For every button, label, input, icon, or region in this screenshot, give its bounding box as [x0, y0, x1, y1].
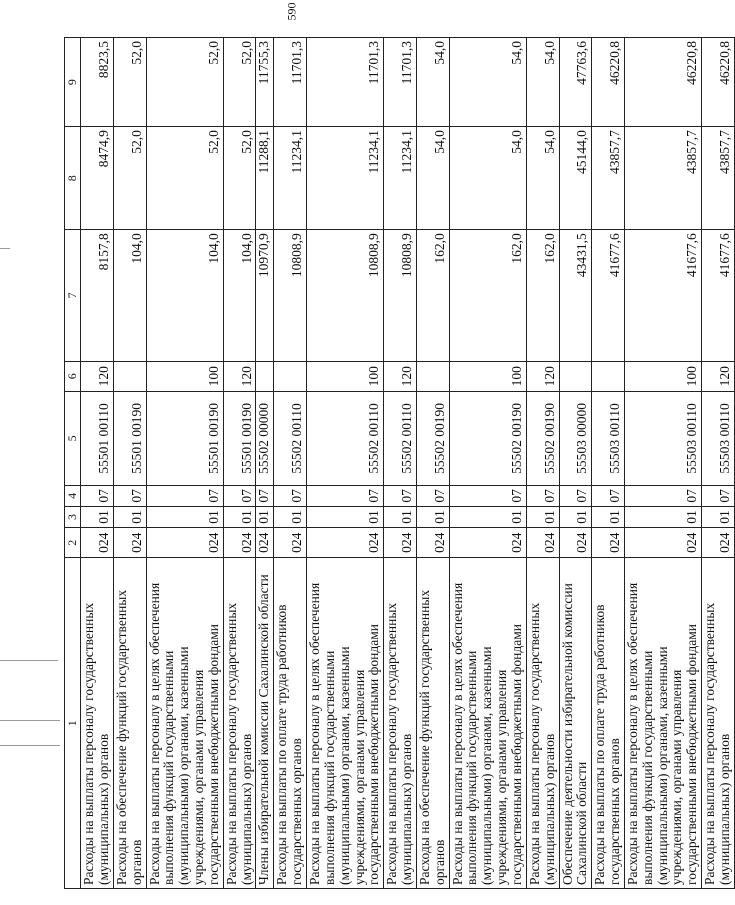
table-row [81, 38, 114, 889]
value-cell: 11234,1 [307, 127, 384, 230]
value-cell: 120 [81, 361, 114, 391]
value-cell: 104,0 [113, 230, 146, 361]
value-cell: 55503 00110 [592, 392, 625, 486]
value-cell: 52,0 [113, 127, 146, 230]
table-body [81, 38, 735, 889]
value-cell: 01 [624, 506, 701, 527]
table-row [223, 38, 256, 889]
row-label-cell: Расходы на выплаты персоналу государственных (муниципальных) органов [223, 558, 256, 889]
row-label-cell: Расходы на выплаты персоналу государственных (муниципальных) органов [81, 558, 114, 889]
value-cell: 52,0 [146, 127, 223, 230]
value-cell: 55501 00190 [223, 392, 256, 486]
value-cell: 024 [384, 527, 417, 557]
row-label-cell: Расходы на выплаты по оплате труда работников государственных органов [274, 558, 307, 889]
table-row [274, 38, 307, 889]
value-cell: 07 [702, 485, 735, 506]
value-cell: 07 [223, 485, 256, 506]
value-cell: 46220,8 [624, 38, 701, 127]
value-cell: 10808,9 [307, 230, 384, 361]
value-cell: 07 [146, 485, 223, 506]
value-cell: 024 [146, 527, 223, 557]
table-row [624, 38, 701, 889]
table-row [256, 38, 274, 889]
value-cell: 01 [274, 506, 307, 527]
row-label-cell: Обеспечение деятельности избирательной комиссии Сахалинской области [559, 558, 592, 889]
value-cell: 01 [526, 506, 559, 527]
value-cell: 01 [416, 506, 449, 527]
value-cell: 52,0 [146, 38, 223, 127]
header-cell: 9 [65, 38, 81, 127]
value-cell: 52,0 [223, 127, 256, 230]
value-cell: 01 [146, 506, 223, 527]
value-cell: 55502 00190 [449, 392, 526, 486]
value-cell: 024 [702, 527, 735, 557]
value-cell: 07 [592, 485, 625, 506]
value-cell: 07 [624, 485, 701, 506]
value-cell: 43857,7 [624, 127, 701, 230]
value-cell: 8157,8 [81, 230, 114, 361]
value-cell: 55502 00110 [307, 392, 384, 486]
value-cell: 11234,1 [274, 127, 307, 230]
value-cell: 07 [81, 485, 114, 506]
value-cell: 55502 00000 [256, 392, 274, 486]
value-cell [274, 361, 307, 391]
value-cell: 100 [307, 361, 384, 391]
value-cell: 01 [81, 506, 114, 527]
header-cell: 5 [65, 392, 81, 486]
row-label-cell: Расходы на выплаты персоналу в целях обеспечения выполнения функций государственными (муниципальными) органами, казенными учреждениями, органами управления государственными внебюджетными фондами [449, 558, 526, 889]
value-cell: 01 [702, 506, 735, 527]
value-cell: 07 [274, 485, 307, 506]
value-cell: 07 [449, 485, 526, 506]
value-cell: 162,0 [416, 230, 449, 361]
value-cell: 120 [223, 361, 256, 391]
value-cell: 024 [449, 527, 526, 557]
table-row [113, 38, 146, 889]
value-cell: 43857,7 [592, 127, 625, 230]
value-cell: 07 [559, 485, 592, 506]
value-cell: 11234,1 [384, 127, 417, 230]
value-cell: 55501 00190 [113, 392, 146, 486]
value-cell: 10808,9 [274, 230, 307, 361]
value-cell: 01 [307, 506, 384, 527]
value-cell [256, 361, 274, 391]
row-label-cell: Расходы на выплаты персоналу государственных (муниципальных) органов [526, 558, 559, 889]
value-cell: 100 [449, 361, 526, 391]
value-cell: 024 [81, 527, 114, 557]
row-label-cell: Расходы на выплаты персоналу государственных (муниципальных) органов [384, 558, 417, 889]
header-cell: 3 [65, 506, 81, 527]
value-cell: 162,0 [449, 230, 526, 361]
value-cell: 41677,6 [702, 230, 735, 361]
value-cell: 8823,5 [81, 38, 114, 127]
value-cell: 07 [113, 485, 146, 506]
row-label-cell: Расходы на обеспечение функций государственных органов [113, 558, 146, 889]
value-cell: 8474,9 [81, 127, 114, 230]
value-cell: 43431,5 [559, 230, 592, 361]
value-cell: 024 [559, 527, 592, 557]
value-cell: 10970,9 [256, 230, 274, 361]
value-cell: 41677,6 [592, 230, 625, 361]
table-row [702, 38, 735, 889]
page-number: 590 [284, 2, 299, 21]
value-cell: 46220,8 [702, 38, 735, 127]
value-cell: 120 [526, 361, 559, 391]
value-cell: 024 [307, 527, 384, 557]
row-label-cell: Расходы на выплаты персоналу в целях обеспечения выполнения функций государственными (муниципальными) органами, казенными учреждениями, органами управления государственными внебюджетными фондами [307, 558, 384, 889]
value-cell: 07 [526, 485, 559, 506]
value-cell: 01 [384, 506, 417, 527]
value-cell: 55503 00110 [624, 392, 701, 486]
value-cell: 46220,8 [592, 38, 625, 127]
value-cell [113, 361, 146, 391]
table-row [416, 38, 449, 889]
row-label-cell: Расходы на выплаты по оплате труда работников государственных органов [592, 558, 625, 889]
value-cell: 024 [624, 527, 701, 557]
value-cell: 024 [526, 527, 559, 557]
value-cell: 55501 00190 [146, 392, 223, 486]
value-cell: 54,0 [526, 127, 559, 230]
value-cell: 024 [274, 527, 307, 557]
value-cell: 162,0 [526, 230, 559, 361]
value-cell: 07 [307, 485, 384, 506]
row-label-cell: Расходы на выплаты персоналу государственных (муниципальных) органов [702, 558, 735, 889]
value-cell: 41677,6 [624, 230, 701, 361]
value-cell: 01 [449, 506, 526, 527]
value-cell: 07 [256, 485, 274, 506]
header-cell: 1 [65, 558, 81, 889]
header-cell: 8 [65, 127, 81, 230]
value-cell: 54,0 [449, 38, 526, 127]
value-cell: 54,0 [416, 38, 449, 127]
value-cell [559, 361, 592, 391]
value-cell: 01 [592, 506, 625, 527]
value-cell: 54,0 [526, 38, 559, 127]
scan-artifact-line [0, 248, 10, 249]
scan-artifact-line [0, 660, 58, 661]
value-cell: 01 [223, 506, 256, 527]
row-label-cell: Расходы на выплаты персоналу в целях обеспечения выполнения функций государственными (муниципальными) органами, казенными учреждениями, органами управления государственными внебюджетными фондами [146, 558, 223, 889]
header-cell: 2 [65, 527, 81, 557]
value-cell: 024 [416, 527, 449, 557]
value-cell: 55503 00000 [559, 392, 592, 486]
value-cell: 52,0 [113, 38, 146, 127]
table-row [384, 38, 417, 889]
value-cell: 11288,1 [256, 127, 274, 230]
value-cell: 01 [256, 506, 274, 527]
value-cell: 55503 00110 [702, 392, 735, 486]
table-row [559, 38, 592, 889]
table-row [526, 38, 559, 889]
value-cell: 07 [384, 485, 417, 506]
header-cell: 6 [65, 361, 81, 391]
value-cell: 11701,3 [274, 38, 307, 127]
row-label-cell: Члены избирательной комиссии Сахалинской области [256, 558, 274, 889]
scan-artifact-line [0, 745, 60, 746]
value-cell: 104,0 [146, 230, 223, 361]
header-cell: 4 [65, 485, 81, 506]
table-row [307, 38, 384, 889]
header-cell: 7 [65, 230, 81, 361]
rotated-table-wrapper [64, 37, 732, 889]
value-cell: 54,0 [416, 127, 449, 230]
header-row [65, 38, 81, 889]
value-cell: 01 [113, 506, 146, 527]
value-cell: 55502 00190 [526, 392, 559, 486]
value-cell: 11701,3 [384, 38, 417, 127]
value-cell: 024 [256, 527, 274, 557]
value-cell: 100 [146, 361, 223, 391]
value-cell: 024 [592, 527, 625, 557]
value-cell: 120 [384, 361, 417, 391]
value-cell: 54,0 [449, 127, 526, 230]
value-cell [416, 361, 449, 391]
value-cell: 55501 00110 [81, 392, 114, 486]
value-cell: 104,0 [223, 230, 256, 361]
value-cell: 024 [113, 527, 146, 557]
value-cell: 55502 00110 [274, 392, 307, 486]
value-cell: 11755,3 [256, 38, 274, 127]
value-cell [592, 361, 625, 391]
value-cell: 55502 00110 [384, 392, 417, 486]
value-cell: 45144,0 [559, 127, 592, 230]
table-row [146, 38, 223, 889]
value-cell: 07 [416, 485, 449, 506]
value-cell: 120 [702, 361, 735, 391]
value-cell: 10808,9 [384, 230, 417, 361]
budget-table [64, 37, 735, 889]
value-cell: 52,0 [223, 38, 256, 127]
value-cell: 43857,7 [702, 127, 735, 230]
scan-artifact-line [0, 720, 60, 721]
value-cell: 11701,3 [307, 38, 384, 127]
value-cell: 100 [624, 361, 701, 391]
value-cell: 47763,6 [559, 38, 592, 127]
table-row [449, 38, 526, 889]
value-cell: 01 [559, 506, 592, 527]
row-label-cell: Расходы на выплаты персоналу в целях обеспечения выполнения функций государственными (муниципальными) органами, казенными учреждениями, органами управления государственными внебюджетными фондами [624, 558, 701, 889]
value-cell: 024 [223, 527, 256, 557]
table-row [592, 38, 625, 889]
row-label-cell: Расходы на обеспечение функций государственных органов [416, 558, 449, 889]
value-cell: 55502 00190 [416, 392, 449, 486]
